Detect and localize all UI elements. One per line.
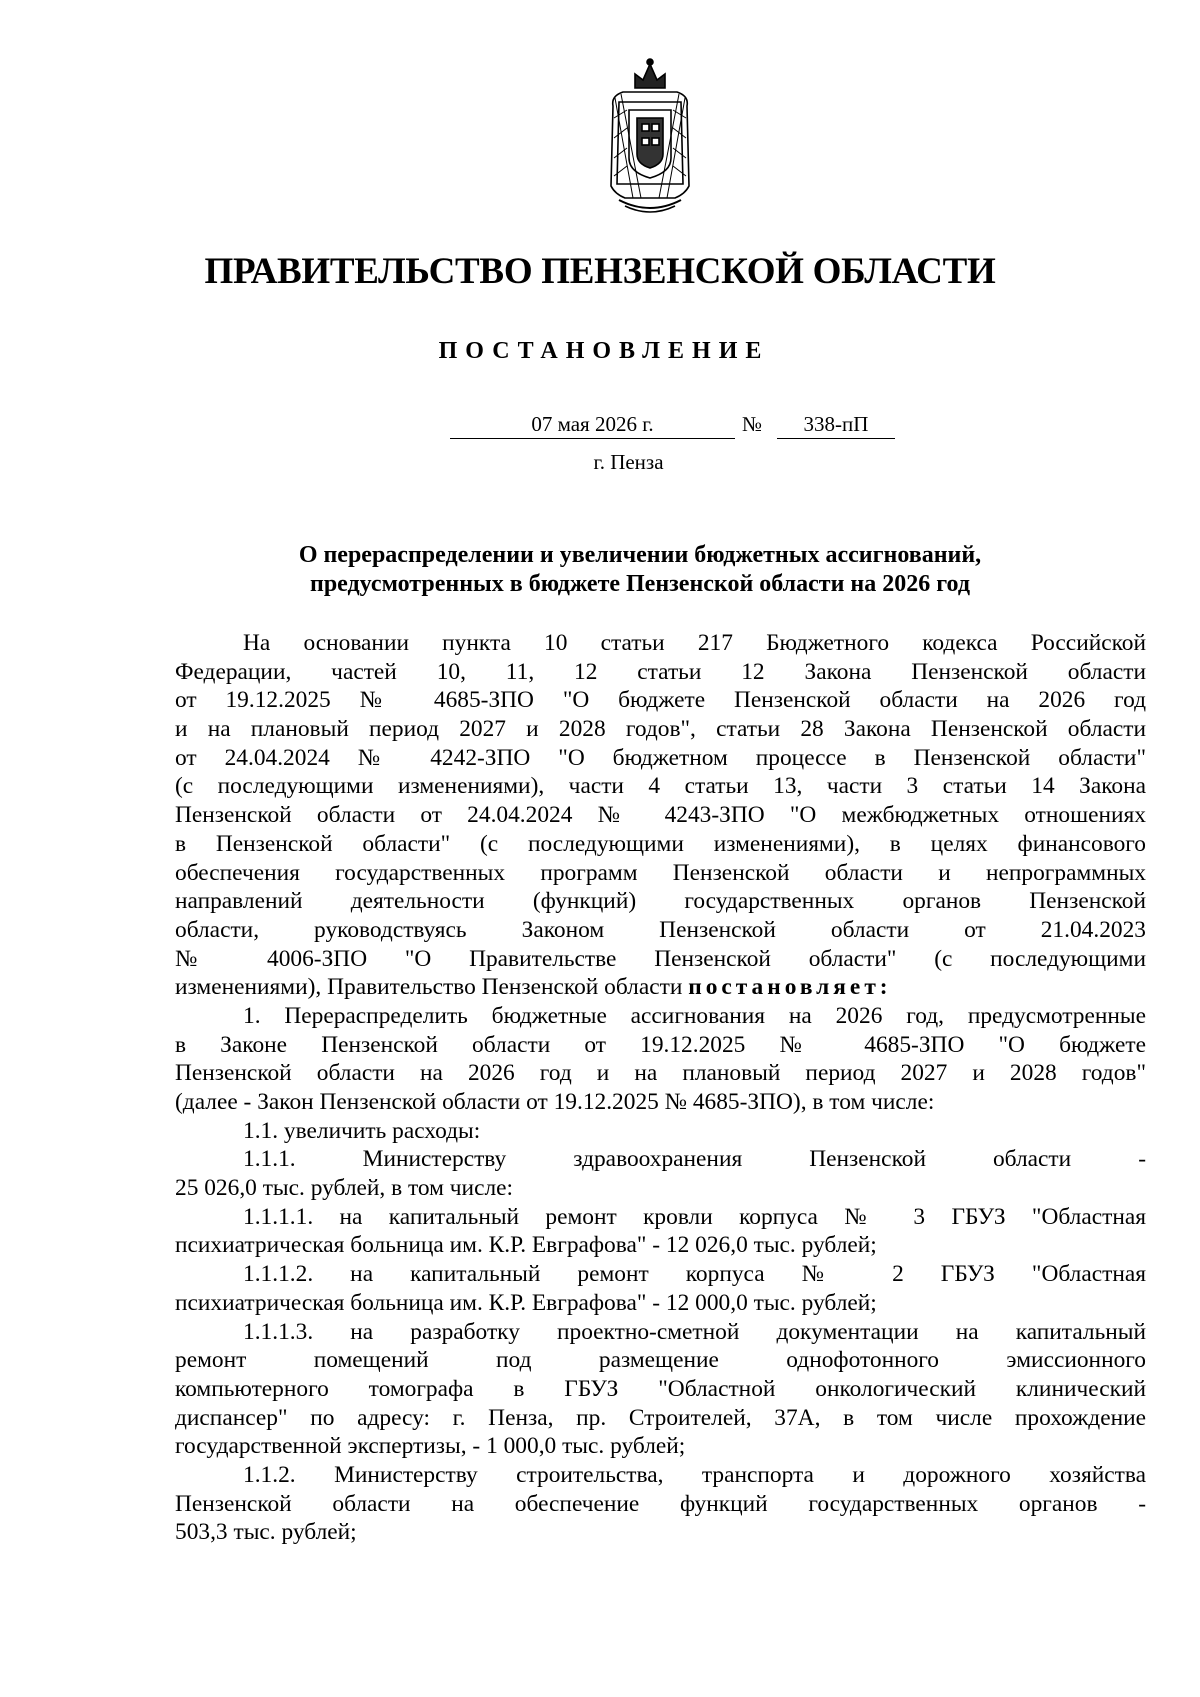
document-date: 07 мая 2026 г. (450, 410, 735, 439)
body-line: На основании пункта 10 статьи 217 Бюджетного кодекса Российской (243, 630, 1146, 656)
body-line: психиатрическая больница им. К.Р. Евграфова" - 12 000,0 тыс. рублей; (175, 1289, 877, 1316)
body-line: 1.1.1.3. на разработку проектно-сметной документации на капитальный (243, 1318, 1146, 1345)
number-sign: № (742, 412, 763, 436)
body-line: 1.1.2. Министерству строительства, транспорта и дорожного хозяйства (243, 1461, 1146, 1488)
body-line: Пензенской области от 24.04.2024 № 4243-ЗПО "О межбюджетных отношениях (175, 802, 1146, 829)
body-line: Федерации, частей 10, 11, 12 статьи 12 Закона Пензенской области (175, 658, 1146, 685)
body-line: от 24.04.2024 № 4242-ЗПО "О бюджетном процессе в Пензенской области" (175, 744, 1146, 771)
body-line: Пензенской области на обеспечение функций государственных органов - (175, 1490, 1146, 1517)
body-line: компьютерного томографа в ГБУЗ "Областной онкологический клинический (175, 1375, 1146, 1402)
body-line: ремонт помещений под размещение однофотонного эмиссионного (175, 1347, 1146, 1374)
body-line: от 19.12.2025 № 4685-ЗПО "О бюджете Пензенской области на 2026 год (175, 687, 1146, 714)
body-line: 1.1.1. Министерству здравоохранения Пензенской области - (243, 1146, 1146, 1173)
body-line: психиатрическая больница им. К.Р. Евграфова" - 12 026,0 тыс. рублей; (175, 1232, 877, 1259)
body-line (175, 973, 1146, 1002)
body-line: диспансер" по адресу: г. Пенза, пр. Строителей, 37А, в том числе прохождение (175, 1404, 1146, 1431)
body-line: и на плановый период 2027 и 2028 годов", статьи 28 Закона Пензенской области (175, 716, 1146, 743)
body-line: в Пензенской области" (с последующими изменениями), в целях финансового (175, 830, 1146, 857)
subject-line: О перераспределении и увеличении бюджетных ассигнований, (298, 542, 982, 568)
body-line: 1. Перераспределить бюджетные ассигнования на 2026 год, предусмотренные (243, 1002, 1146, 1029)
body-line: 1.1. увеличить расходы: (243, 1117, 481, 1144)
organization-title: ПРАВИТЕЛЬСТВО ПЕНЗЕНСКОЙ ОБЛАСТИ (204, 251, 996, 292)
document-type: ПОСТАНОВЛЕНИЕ (438, 338, 770, 364)
body-line: 1.1.1.1. на капитальный ремонт кровли корпуса № 3 ГБУЗ "Областная (243, 1203, 1146, 1230)
body-line: области, руководствуясь Законом Пензенской области от 21.04.2023 (175, 916, 1146, 943)
document-subject (190, 541, 1090, 599)
subject-line: предусмотренных в бюджете Пензенской области на 2026 год (310, 571, 970, 597)
document-body (175, 629, 1146, 1547)
body-line: (с последующими изменениями), части 4 статьи 13, части 3 статьи 14 Закона (175, 773, 1146, 800)
body-line: в Законе Пензенской области от 19.12.2025 № 4685-ЗПО "О бюджете (175, 1031, 1146, 1058)
body-line: (далее - Закон Пензенской области от 19.12.2025 № 4685-ЗПО), в том числе: (175, 1089, 935, 1115)
coat-of-arms-emblem (605, 58, 695, 218)
body-line: № 4006-ЗПО "О Правительстве Пензенской области" (с последующими (175, 945, 1146, 972)
body-line: 1.1.1.2. на капитальный ремонт корпуса № 2 ГБУЗ "Областная (243, 1261, 1146, 1288)
city: г. Пенза (593, 450, 664, 474)
date-number-row (450, 410, 900, 440)
body-line: направлений деятельности (функций) государственных органов Пензенской (175, 888, 1146, 915)
body-line: 25 026,0 тыс. рублей, в том числе: (175, 1175, 514, 1202)
body-line-text: изменениями), Правительство Пензенской области (175, 974, 683, 1001)
decree-word: постановляет: (688, 974, 892, 1001)
document-number: 338-пП (777, 410, 895, 439)
body-line: обеспечения государственных программ Пензенской области и непрограммных (175, 859, 1146, 886)
body-line: 503,3 тыс. рублей; (175, 1519, 357, 1546)
body-line: Пензенской области на 2026 год и на плановый период 2027 и 2028 годов" (175, 1060, 1146, 1087)
body-line: государственной экспертизы, - 1 000,0 тыс. рублей; (175, 1433, 686, 1460)
